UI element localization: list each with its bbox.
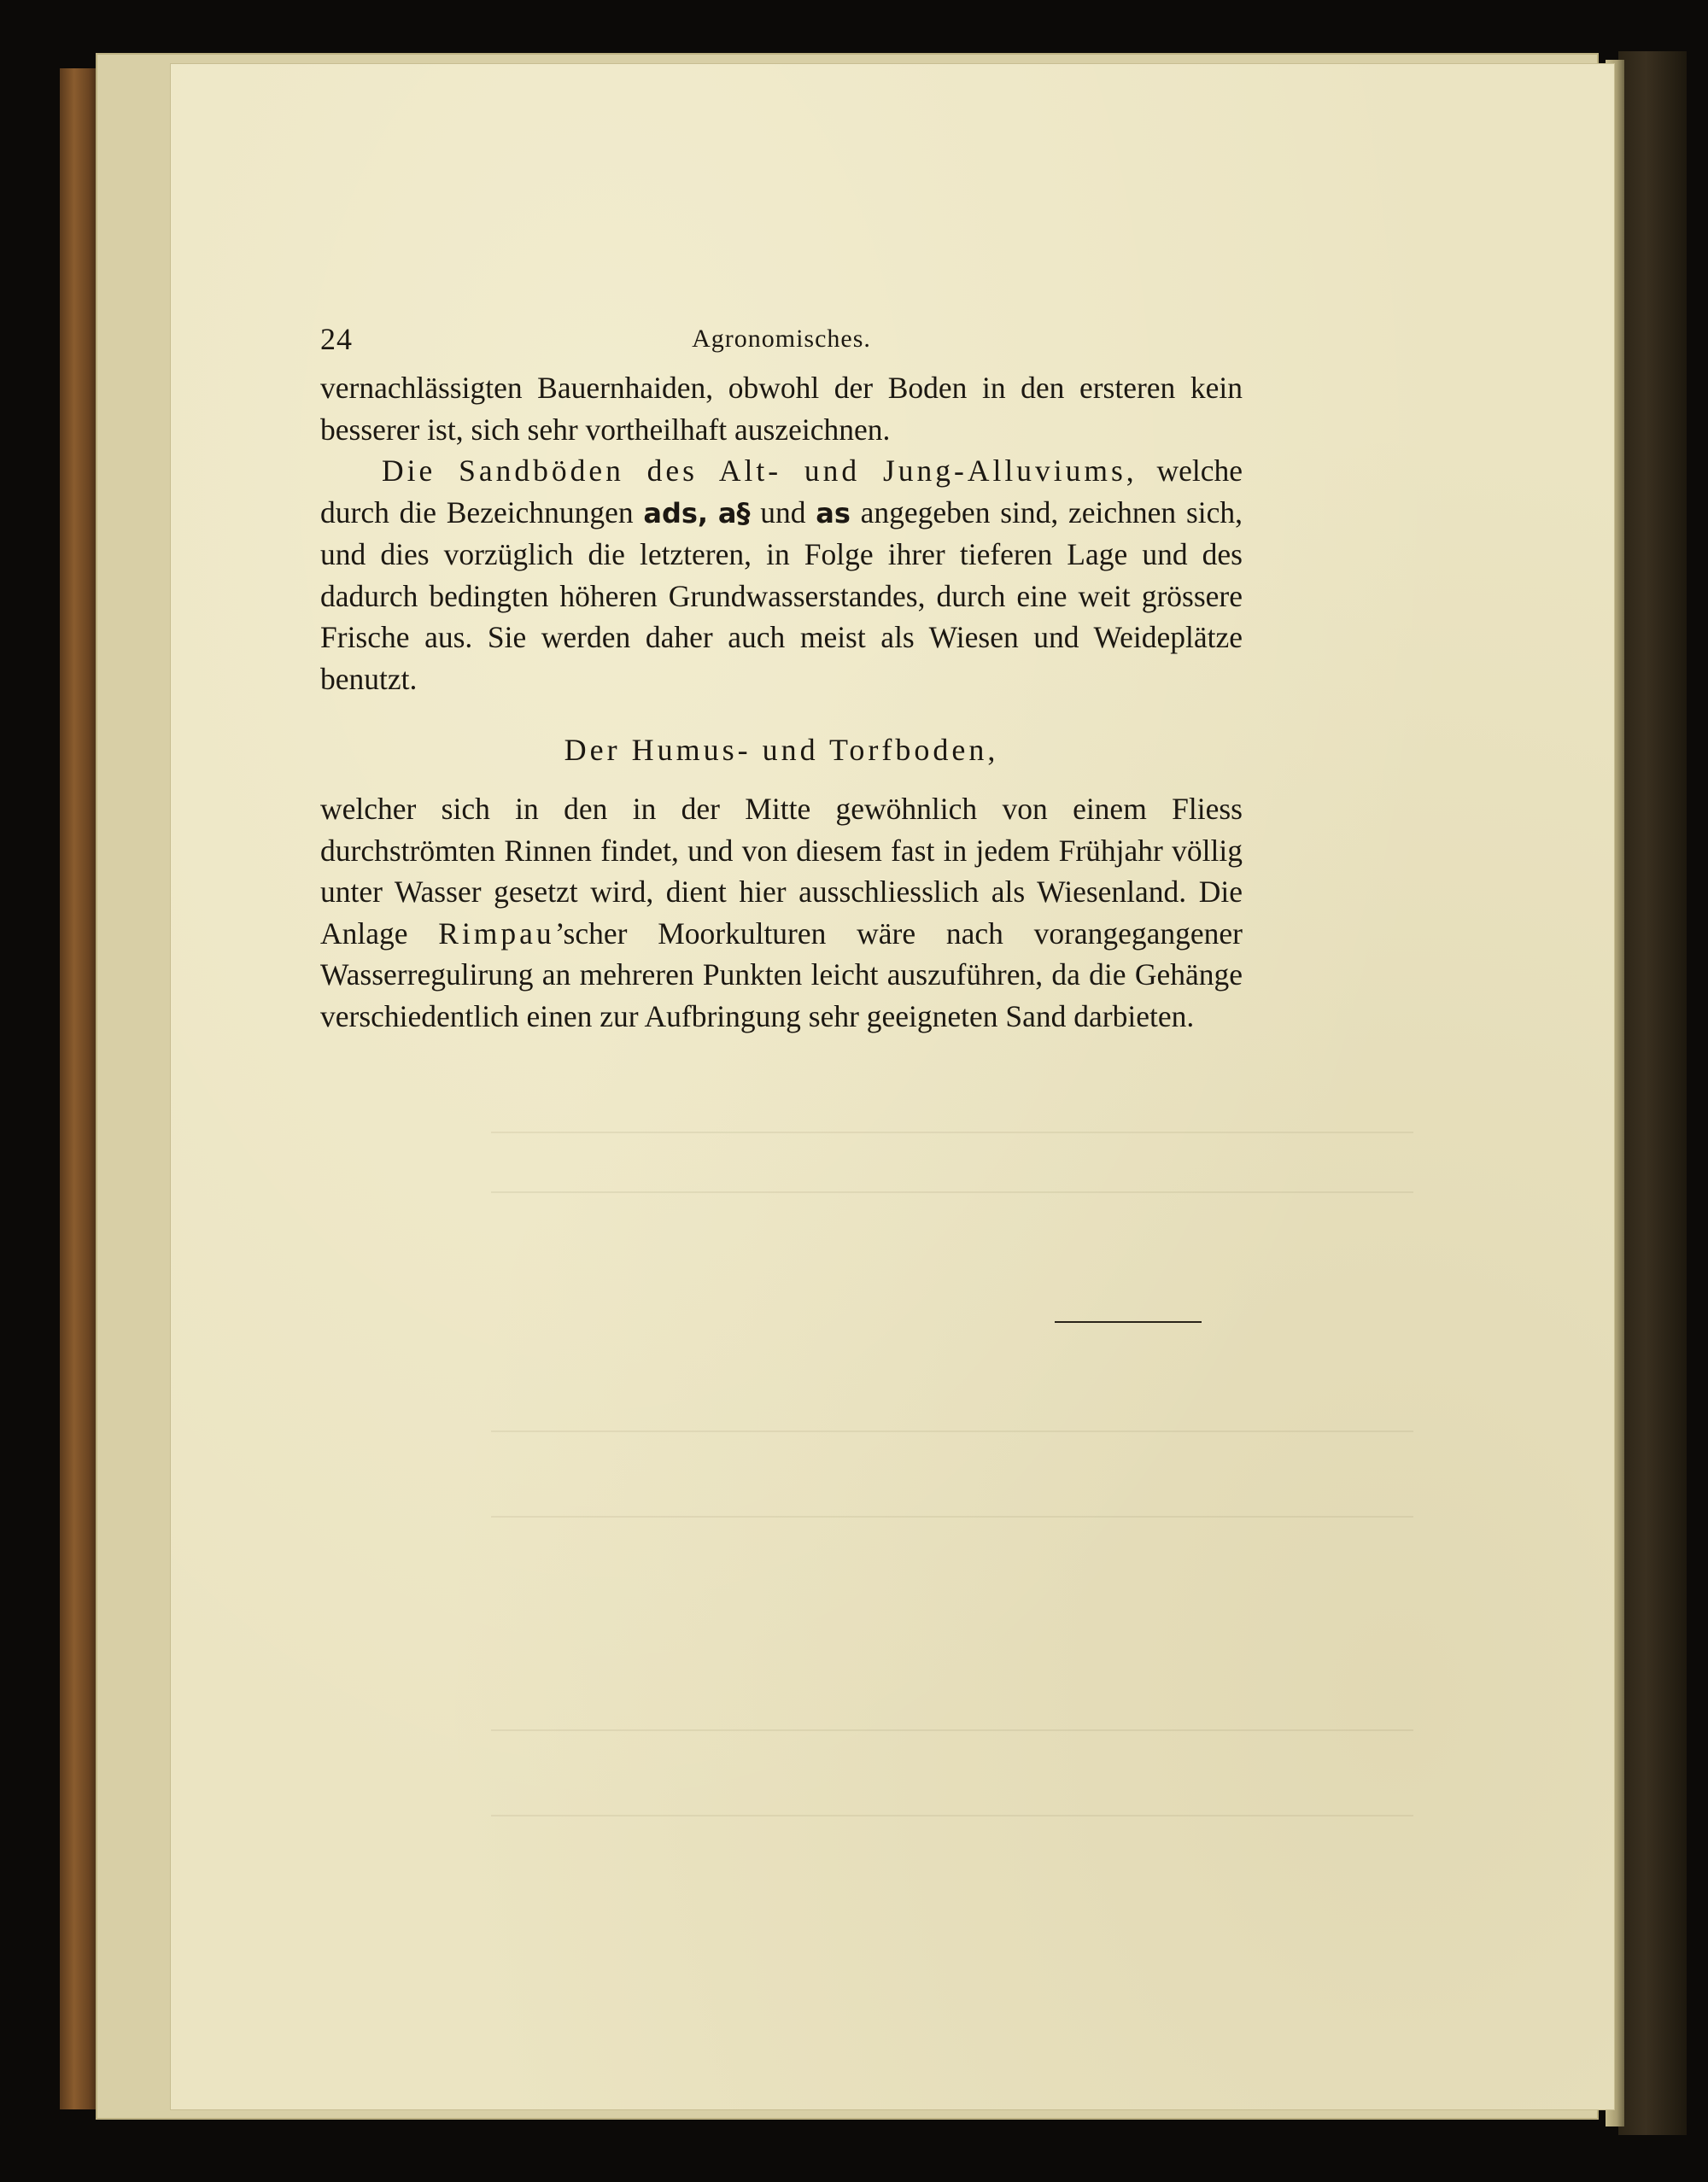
paragraph-2-text-c: angegeben sind, zeichnen sich, und dies vorzüglich die letzteren, in Folge ihrer tieferen Lage und des dadurch bedingten höheren Grundwasserstandes, durch eine weit grössere Frische aus. Sie werden daher auch meist als Wiesen und Weideplätze benutzt.	[320, 494, 1243, 696]
spaced-lead-text: Die Sandböden des Alt- und Jung-Alluviums,	[382, 453, 1138, 488]
section-heading: Der Humus- und Torfboden,	[564, 733, 999, 767]
bleed-through-line	[491, 1132, 1413, 1133]
paragraph-2	[320, 450, 1243, 699]
bleed-through-line	[491, 1815, 1413, 1816]
map-symbol-ads: ads,	[643, 496, 709, 529]
running-title: Agronomisches.	[692, 325, 871, 353]
paragraph-3-text-a: welcher sich in den in der Mitte gewöhnlich von einem Fliess durchströmten Rinnen findet, und von diesem fast in jedem Frühjahr völlig unter Wasser gesetzt wird, dient hier ausschliesslich als Wiesenland. Die Anlage	[320, 792, 1243, 951]
book-spine	[60, 68, 101, 2109]
text-column	[320, 316, 1243, 1037]
bleed-through-line	[491, 1430, 1413, 1432]
map-symbol-as: as	[816, 496, 851, 529]
paragraph-3	[320, 788, 1243, 1037]
bleed-through-line	[491, 1516, 1413, 1518]
section-end-rule	[1055, 1321, 1202, 1323]
paragraph-2-text-b: und	[750, 494, 816, 529]
running-head	[320, 316, 1243, 367]
page-number: 24	[320, 322, 353, 356]
paragraph-3-text-b: ’scher Moorkulturen wäre nach vorangegangener Wasserregulirung an mehreren Punkten leicht auszuführen, da die Gehänge verschiedentlich einen zur Aufbringung sehr geeigneten Sand darbieten.	[320, 916, 1243, 1033]
paragraph-2-text-a: welche durch die Bezeichnungen	[320, 453, 1243, 529]
bleed-through-line	[491, 1729, 1413, 1731]
spaced-name: Rimpau	[438, 916, 555, 951]
bleed-through-line	[491, 1191, 1413, 1193]
map-symbol-a-s: a§	[717, 496, 751, 529]
book-cover-edge	[1618, 51, 1687, 2135]
paragraph-1: vernachlässigten Bauernhaiden, obwohl der Boden in den ersteren kein besserer ist, sich sehr vortheilhaft auszeichnen.	[320, 371, 1243, 447]
